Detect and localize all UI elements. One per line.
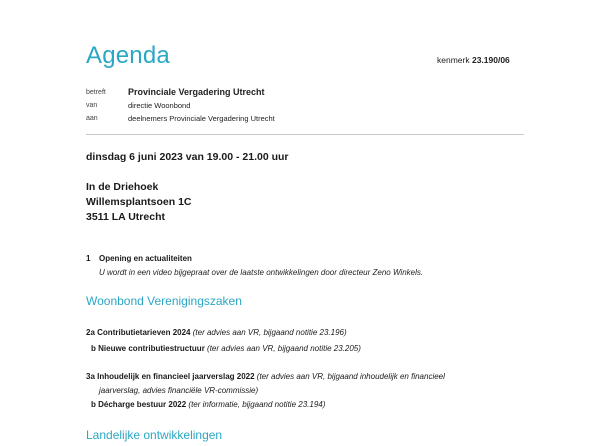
address-line-2: Willemsplantsoen 1C [86, 196, 192, 208]
address-line-1: In de Driehoek [86, 181, 159, 193]
section-heading-association: Woonbond Verenigingszaken [86, 294, 242, 308]
item-note: (ter advies aan VR, bijgaand inhoudelijk en financieel [256, 372, 445, 381]
item-note: (ter informatie, bijgaand notitie 23.194) [188, 400, 326, 409]
reference-value: 23.190/06 [471, 55, 510, 65]
meta-label-to: aan [86, 115, 98, 122]
reference-label: kenmerk [437, 55, 470, 65]
item-title: Décharge bestuur 2022 [98, 400, 187, 409]
agenda-item-3a [86, 372, 445, 381]
meta-value-subject: Provinciale Vergadering Utrecht [128, 87, 265, 97]
item-title: Inhoudelijk en financieel jaarverslag 2022 [97, 372, 255, 381]
address-line-3: 3511 LA Utrecht [86, 211, 165, 223]
divider [86, 134, 524, 135]
agenda-item-3b [91, 400, 325, 409]
meta-label-from: van [86, 102, 98, 109]
item-number: 1 [86, 254, 91, 263]
item-note: (ter advies aan VR, bijgaand notitie 23.205) [207, 344, 361, 353]
item-title: Contributietarieven 2024 [97, 328, 191, 337]
meeting-date: dinsdag 6 juni 2023 van 19.00 - 21.00 uur [86, 151, 289, 163]
item-note: jaarverslag, advies financiële VR-commissie) [99, 386, 259, 395]
item-note: (ter advies aan VR, bijgaand notitie 23.196) [192, 328, 347, 337]
item-number: 2a [86, 328, 95, 337]
item-description: U wordt in een video bijgepraat over de laatste ontwikkelingen door directeur Zeno Winkels. [99, 268, 424, 277]
agenda-item-2b [91, 344, 361, 353]
item-number: b [91, 400, 96, 409]
item-number: 3a [86, 372, 95, 381]
item-number: b [91, 344, 96, 353]
reference-number [437, 55, 510, 65]
agenda-item-2a [86, 328, 347, 337]
agenda-item-3a-continued [99, 386, 258, 395]
meta-label-subject: betreft [86, 89, 106, 96]
item-title: Opening en actualiteiten [99, 254, 192, 263]
section-heading-national: Landelijke ontwikkelingen [86, 428, 223, 442]
meta-value-to: deelnemers Provinciale Vergadering Utrecht [128, 114, 275, 123]
meta-value-from: directie Woonbond [128, 101, 191, 110]
item-title: Nieuwe contributiestructuur [98, 344, 205, 353]
page-title: Agenda [86, 42, 170, 69]
